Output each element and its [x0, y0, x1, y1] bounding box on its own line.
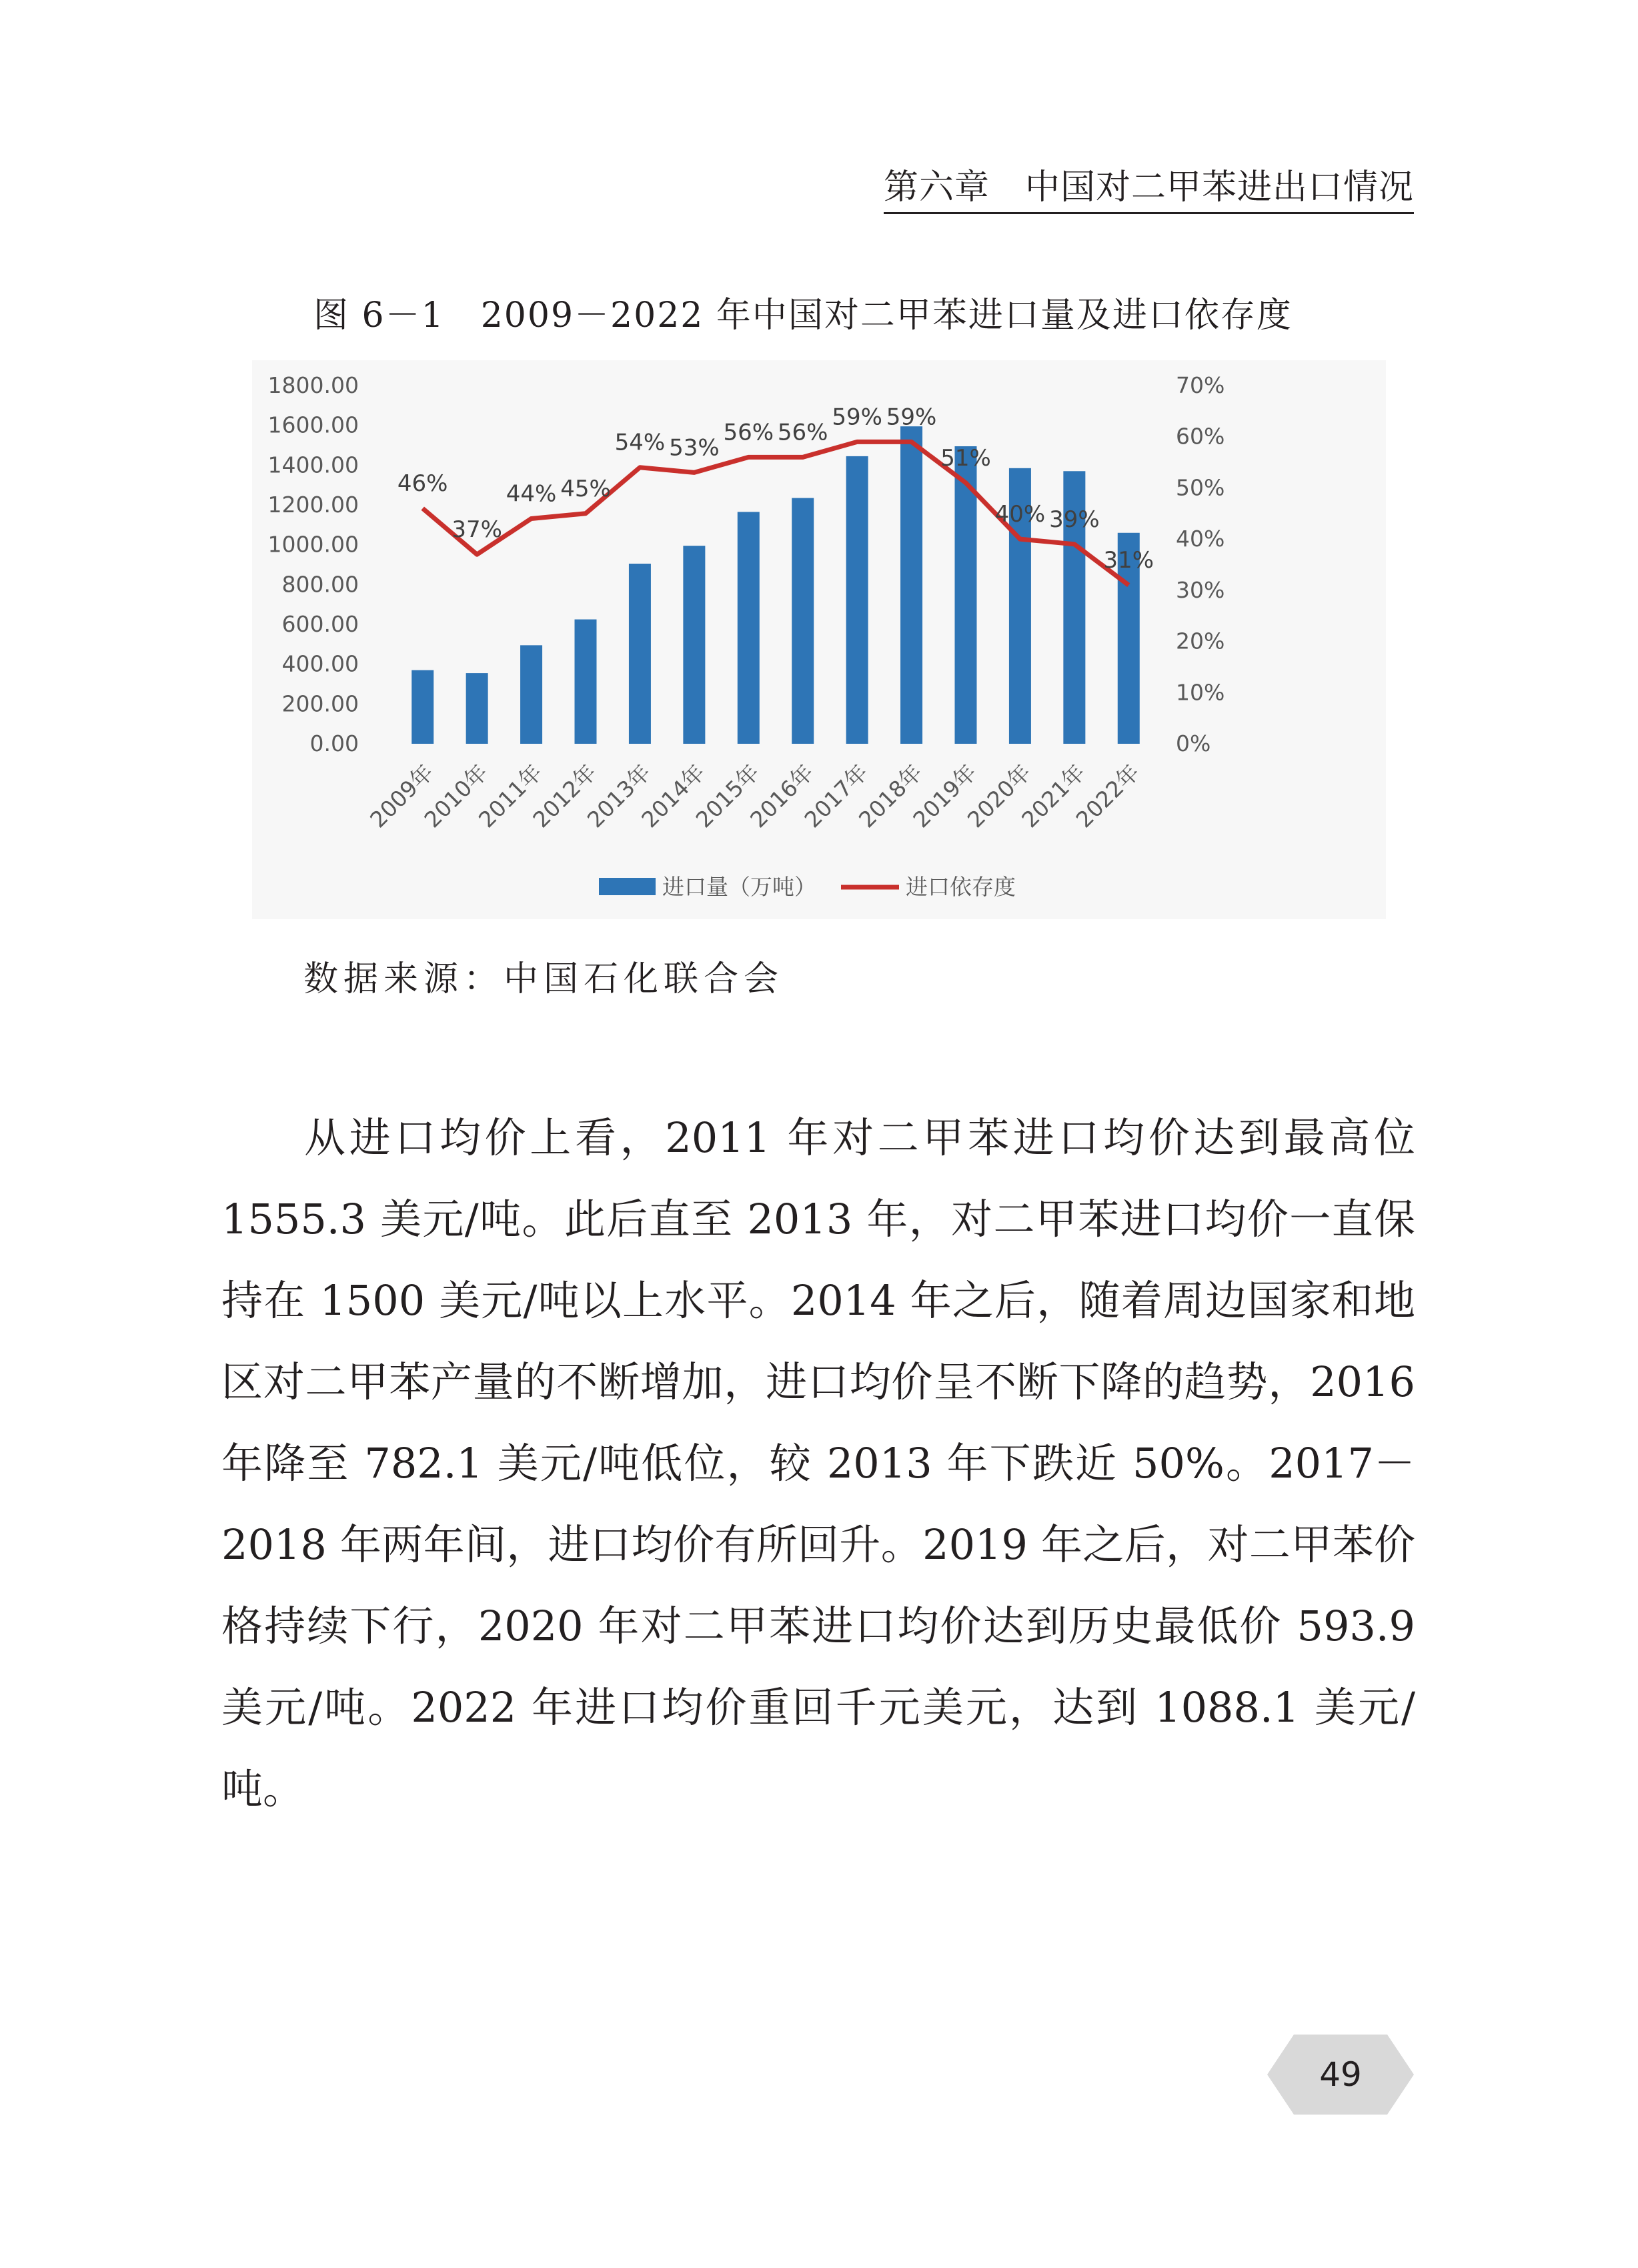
header-rule [884, 212, 1414, 214]
y-left-tick-label: 1800.00 [267, 372, 359, 398]
data-label: 51% [940, 444, 991, 472]
import-chart [252, 360, 1386, 919]
x-tick-label: 2016年 [745, 759, 819, 833]
y-right-tick-label: 70% [1176, 372, 1225, 398]
data-label: 45% [560, 475, 611, 502]
x-tick-label: 2020年 [962, 759, 1036, 833]
x-tick-label: 2015年 [690, 759, 764, 833]
data-label: 59% [832, 404, 882, 431]
x-tick-label: 2017年 [799, 759, 873, 833]
y-right-tick-label: 20% [1176, 628, 1225, 654]
data-label: 40% [994, 501, 1046, 528]
page-number: 49 [1319, 2055, 1362, 2094]
data-label: 46% [397, 470, 448, 498]
y-left-tick-label: 200.00 [281, 690, 359, 717]
y-right-tick-label: 60% [1176, 423, 1225, 450]
bar [683, 546, 705, 744]
data-label: 37% [452, 516, 502, 544]
y-left-tick-label: 1400.00 [267, 452, 359, 478]
body-text [221, 1097, 1415, 1830]
x-tick-label: 2014年 [636, 759, 710, 833]
y-left-tick-label: 400.00 [281, 650, 359, 677]
x-tick-label: 2021年 [1016, 759, 1090, 833]
bar [466, 673, 488, 744]
y-left-tick-label: 800.00 [281, 571, 359, 598]
bar [629, 564, 651, 744]
x-tick-label: 2012年 [528, 759, 602, 833]
data-label: 56% [777, 419, 828, 446]
y-right-tick-label: 30% [1176, 576, 1225, 603]
page-number-badge [1267, 2035, 1414, 2115]
y-left-tick-label: 1000.00 [267, 531, 359, 558]
y-left-tick-label: 1600.00 [267, 412, 359, 438]
bar [412, 670, 434, 744]
bar [520, 645, 542, 744]
legend-label-line: 进口依存度 [906, 874, 1016, 900]
x-tick-label: 2018年 [853, 759, 928, 833]
bar [738, 512, 760, 744]
data-label: 59% [886, 404, 937, 431]
chapter-header: 第六章 中国对二甲苯进出口情况 [883, 167, 1414, 207]
y-right-tick-label: 50% [1176, 474, 1225, 501]
legend-label-bar: 进口量（万吨） [662, 874, 816, 900]
data-label: 44% [506, 480, 557, 508]
y-left-tick-label: 600.00 [281, 611, 359, 637]
x-tick-label: 2009年 [365, 759, 439, 833]
data-source: 数据来源：中国石化联合会 [303, 959, 784, 999]
data-label: 31% [1103, 547, 1154, 574]
y-right-tick-label: 40% [1176, 526, 1225, 552]
y-left-tick-label: 0.00 [309, 730, 359, 756]
data-label: 54% [614, 429, 666, 456]
y-left-tick-label: 1200.00 [267, 492, 359, 518]
data-label: 53% [669, 434, 720, 462]
legend-swatch-bar [599, 878, 656, 895]
x-tick-label: 2010年 [419, 759, 493, 833]
figure-caption: 图 6－1 2009－2022 年中国对二甲苯进口量及进口依存度 [313, 296, 1293, 336]
y-right-tick-label: 10% [1176, 679, 1225, 706]
data-label: 39% [1049, 506, 1100, 533]
bar [792, 498, 814, 744]
bar [846, 456, 868, 744]
x-tick-label: 2022年 [1070, 759, 1144, 833]
bar [900, 426, 922, 744]
x-tick-label: 2011年 [473, 759, 548, 833]
x-tick-label: 2013年 [582, 759, 656, 833]
bar [575, 620, 597, 744]
y-right-tick-label: 0% [1176, 730, 1211, 756]
body-paragraph: 从进口均价上看，2011 年对二甲苯进口均价达到最高位 1555.3 美元/吨。此后直至 2013 年，对二甲苯进口均价一直保持在 1500 美元/吨以上水平。2014 年之后，随着周边国家和地区对二甲苯产量的不断增加，进口均价呈不断下降的趋势，2016 年降至 782.1 美元/吨低位，较 2013 年下跌近 50%。2017－2018 年两年间，进口均价有所回升。2019 年之后，对二甲苯价格持续下行，2020 年对二甲苯进口均价达到历史最低价 593.9 美元/吨。2022 年进口均价重回千元美元，达到 1088.1 美元/吨。 [221, 1113, 1415, 1813]
data-label: 56% [723, 419, 774, 446]
chart-container [252, 360, 1386, 919]
x-tick-label: 2019年 [908, 759, 982, 833]
